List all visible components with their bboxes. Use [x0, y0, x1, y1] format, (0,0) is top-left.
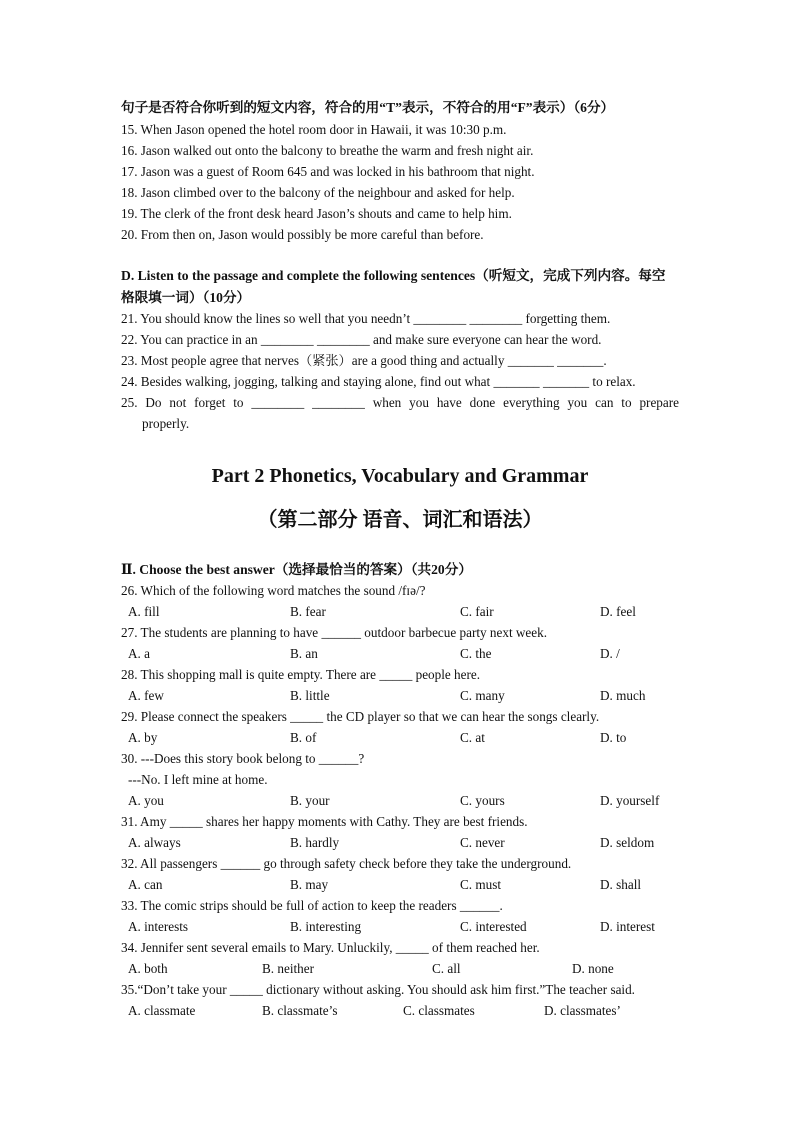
list-item: 21. You should know the lines so well that you needn’t ________ ________ forgetting them.: [121, 311, 611, 326]
section-c-instruction: 句子是否符合你听到的短文内容，符合的用“T”表示，不符合的用“F”表示）（6分）: [121, 100, 615, 115]
list-item: 20. From then on, Jason would possibly be more careful than before.: [121, 227, 484, 242]
option-b: B. neither: [262, 961, 315, 976]
option-a: A. a: [128, 646, 150, 661]
part-subtitle: （第二部分 语音、词汇和语法）: [257, 509, 543, 531]
list-item: 17. Jason was a guest of Room 645 and was locked in his bathroom that night.: [121, 164, 535, 179]
option-b: B. of: [290, 730, 317, 745]
option-b: B. interesting: [290, 919, 362, 934]
list-item: 23. Most people agree that nerves（紧张）are a good thing and actually _______ _______.: [121, 353, 607, 368]
option-d: D. none: [572, 961, 614, 976]
option-c: C. at: [460, 730, 485, 745]
section-ii-heading: Ⅱ. Choose the best answer（选择最恰当的答案）（共20分）: [121, 562, 472, 577]
option-a: A. classmate: [128, 1003, 196, 1018]
question-text: 34. Jennifer sent several emails to Mary. Unluckily, _____ of them reached her.: [121, 940, 540, 955]
question-text: 32. All passengers ______ go through safety check before they take the underground.: [121, 856, 572, 871]
option-b: B. fear: [290, 604, 326, 619]
option-a: A. always: [128, 835, 181, 850]
list-item: 24. Besides walking, jogging, talking and staying alone, find out what _______ _______ to relax.: [121, 374, 636, 389]
list-item: 25. Do not forget to ________ ________ when you have done everything you can to prepare: [121, 395, 679, 410]
question-text: 28. This shopping mall is quite empty. There are _____ people here.: [121, 667, 481, 682]
option-a: A. fill: [128, 604, 160, 619]
option-c: C. never: [460, 835, 505, 850]
option-a: A. both: [128, 961, 168, 976]
option-b: B. an: [290, 646, 318, 661]
option-d: D. much: [600, 688, 646, 703]
option-c: C. the: [460, 646, 492, 661]
option-d: D. shall: [600, 877, 642, 892]
option-b: B. your: [290, 793, 330, 808]
option-b: B. may: [290, 877, 329, 892]
question-text: 33. The comic strips should be full of action to keep the readers ______.: [121, 898, 503, 913]
option-a: A. can: [128, 877, 163, 892]
option-a: A. few: [128, 688, 164, 703]
question-text: 26. Which of the following word matches the sound /fɪə/?: [121, 583, 426, 598]
question-text: 29. Please connect the speakers _____ the CD player so that we can hear the songs clearly.: [121, 709, 600, 724]
option-c: C. fair: [460, 604, 494, 619]
option-a: A. you: [128, 793, 164, 808]
option-c: C. classmates: [403, 1003, 475, 1018]
section-d-heading: D. Listen to the passage and complete the following sentences（听短文，完成下列内容。每空: [121, 268, 666, 283]
option-d: D. interest: [600, 919, 655, 934]
section-d-heading-cont: 格限填一词）（10分）: [121, 290, 251, 305]
question-text-cont: ---No. I left mine at home.: [128, 772, 268, 787]
option-b: B. little: [290, 688, 330, 703]
option-d: D. /: [600, 646, 620, 661]
option-c: C. interested: [460, 919, 527, 934]
list-item: 22. You can practice in an ________ ________ and make sure everyone can hear the word.: [121, 332, 602, 347]
option-c: C. yours: [460, 793, 505, 808]
option-d: D. to: [600, 730, 627, 745]
question-text: 27. The students are planning to have ______ outdoor barbecue party next week.: [121, 625, 548, 640]
list-item: 19. The clerk of the front desk heard Jason’s shouts and came to help him.: [121, 206, 512, 221]
option-b: B. hardly: [290, 835, 340, 850]
list-item: 18. Jason climbed over to the balcony of the neighbour and asked for help.: [121, 185, 515, 200]
option-b: B. classmate’s: [262, 1003, 338, 1018]
option-c: C. must: [460, 877, 502, 892]
list-item-continuation: properly.: [142, 416, 190, 431]
option-a: A. interests: [128, 919, 189, 934]
question-text: 35.“Don’t take your _____ dictionary without asking. You should ask him first.”The teacher said.: [121, 982, 635, 997]
question-text: 30. ---Does this story book belong to ______?: [121, 751, 365, 766]
list-item: 16. Jason walked out onto the balcony to breathe the warm and fresh night air.: [121, 143, 534, 158]
question-text: 31. Amy _____ shares her happy moments with Cathy. They are best friends.: [121, 814, 528, 829]
option-c: C. all: [432, 961, 461, 976]
part-title: Part 2 Phonetics, Vocabulary and Grammar: [211, 465, 589, 487]
option-d: D. classmates’: [544, 1003, 621, 1018]
option-d: D. seldom: [600, 835, 655, 850]
list-item: 15. When Jason opened the hotel room door in Hawaii, it was 10:30 p.m.: [121, 122, 507, 137]
option-a: A. by: [128, 730, 158, 745]
option-d: D. feel: [600, 604, 636, 619]
option-c: C. many: [460, 688, 505, 703]
option-d: D. yourself: [600, 793, 660, 808]
